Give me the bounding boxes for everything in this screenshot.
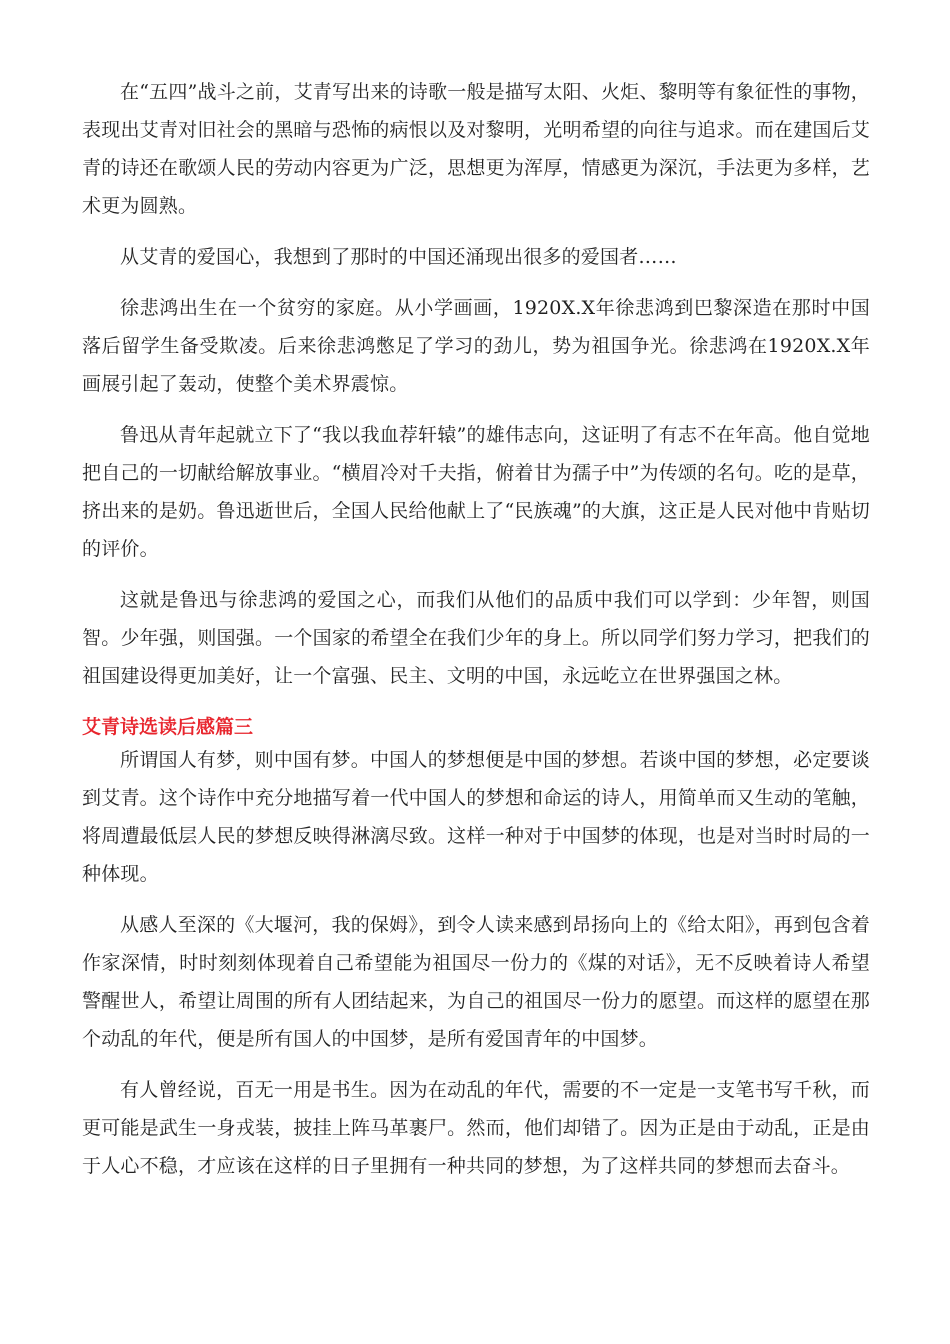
paragraph-poem-works: 从感人至深的《大堰河，我的保姆》，到令人读来感到昂扬向上的《给太阳》，再到包含着作家深情，时时刻刻体现着自己希望能为祖国尽一份力的《煤的对话》，无不反映着诗人希望警醒世人，希望让周围的所有人团结起来，为自己的祖国尽一份力的愿望。而这样的愿望在那个动乱的年代，便是所有国人的中国梦，是所有爱国青年的中国梦。 xyxy=(82,914,870,1050)
section-heading: 艾青诗选读后感篇三 xyxy=(82,716,254,738)
paragraph-conclusion: 这就是鲁迅与徐悲鸿的爱国之心，而我们从他们的品质中我们可以学到：少年智，则国智。少年强，则国强。一个国家的希望全在我们少年的身上。所以同学们努力学习，把我们的祖国建设得更加美好，让一个富强、民主、文明的中国，永远屹立在世界强国之林。 xyxy=(82,589,870,687)
paragraph-scholar-role: 有人曾经说，百无一用是书生。因为在动乱的年代，需要的不一定是一支笔书写千秋，而更可能是武生一身戎装，披挂上阵马革裹尸。然而，他们却错了。因为正是由于动乱，正是由于人心不稳，才应该在这样的日子里拥有一种共同的梦想，为了这样共同的梦想而去奋斗。 xyxy=(82,1079,870,1177)
document-body xyxy=(82,73,870,1198)
paragraph-chinese-dream: 所谓国人有梦，则中国有梦。中国人的梦想便是中国的梦想。若谈中国的梦想，必定要谈到艾青。这个诗作中充分地描写着一代中国人的梦想和命运的诗人，用简单而又生动的笔触，将周遭最低层人民的梦想反映得淋漓尽致。这样一种对于中国梦的体现，也是对当时时局的一种体现。 xyxy=(82,749,870,885)
paragraph-lu-xun: 鲁迅从青年起就立下了“我以我血荐轩辕”的雄伟志向，这证明了有志不在年高。他自觉地把自己的一切献给解放事业。“横眉冷对千夫指，俯着甘为孺子中”为传颂的名句。吃的是草，挤出来的是奶。鲁迅逝世后，全国人民给他献上了“民族魂”的大旗，这正是人民对他中肯贴切的评价。 xyxy=(82,424,870,560)
paragraph-wusi-poems: 在“五四”战斗之前，艾青写出来的诗歌一般是描写太阳、火炬、黎明等有象征性的事物，表现出艾青对旧社会的黑暗与恐怖的病恨以及对黎明，光明希望的向往与追求。而在建国后艾青的诗还在歌颂人民的劳动内容更为广泛，思想更为浑厚，情感更为深沉，手法更为多样，艺术更为圆熟。 xyxy=(82,81,870,217)
paragraph-xu-beihong: 徐悲鸿出生在一个贫穷的家庭。从小学画画，1920X.X年徐悲鸿到巴黎深造在那时中国落后留学生备受欺凌。后来徐悲鸿憋足了学习的劲儿，势为祖国争光。徐悲鸿在1920X.X年画展引起了轰动，使整个美术界震惊。 xyxy=(82,297,870,395)
paragraph-patriots-intro: 从艾青的爱国心，我想到了那时的中国还涌现出很多的爱国者…… xyxy=(120,246,677,268)
